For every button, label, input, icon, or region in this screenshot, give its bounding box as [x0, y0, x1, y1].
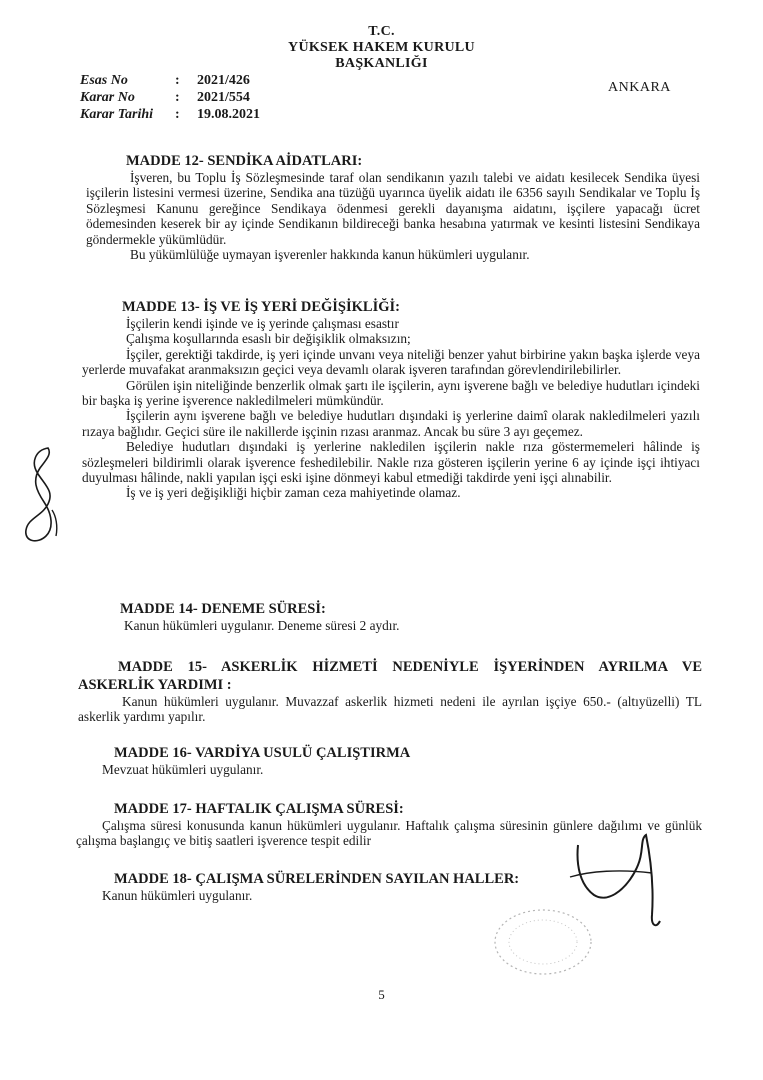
article-13-para-7: İş ve iş yeri değişikliği hiçbir zaman ceza mahiyetinde olamaz. — [126, 485, 461, 501]
article-15-para-1: Kanun hükümleri uygulanır. Muvazzaf askerlik hizmeti nedeni ile ayrılan işçiye 650.- (altıyüzelli) TL askerlik yardımı yapılır. — [78, 694, 702, 725]
article-13-para-1: İşçilerin kendi işinde ve iş yerinde çalışması esastır — [126, 316, 399, 331]
article-15-title: MADDE 15- ASKERLİK HİZMETİ NEDENİYLE İŞYERİNDEN AYRILMA VE ASKERLİK YARDIMI : — [78, 659, 702, 693]
article-17-title: MADDE 17- HAFTALIK ÇALIŞMA SÜRESİ: — [114, 801, 404, 817]
article-14-title: MADDE 14- DENEME SÜRESİ: — [120, 601, 326, 617]
article-12-para-2: Bu yükümlülüğe uymayan işverenler hakkında kanun hükümleri uygulanır. — [130, 247, 530, 263]
article-12-para-1: İşveren, bu Toplu İş Sözleşmesinde taraf olan sendikanın yazılı talebi ve aidatı kesilecek Sendika üyesi işçilerin listesini vermesi üzerine, Sendika ana tüzüğü uyarınca üyelik aidatı ile 6356 sayılı Sendikalar ve Toplu İş Sözleşmesi Kanunu gereğince Sendikaya ödenmesi gerekli dayanışma aidatını, işçilere yapacağı ücret ödemesinden keserek bir ay içinde Sendikanın bildireceği banka hesabına yatırmak ve kesinti listesini Sendikaya göndermekle yükümlüdür. — [86, 170, 700, 247]
header-tc: T.C. — [368, 24, 395, 39]
esas-value: 2021/426 — [197, 73, 250, 88]
article-13-para-6: Belediye hudutları dışındaki iş yerlerine nakledilen işçilerin nakle rıza göstermemeleri hâlinde iş sözleşmeleri bildirimli olarak işverence feshedilebilir. Nakle rıza gösteren işçilerin yerine 6 ay içinde işçi ihtiyacı duyulması hâlinde, nakli yapılan işçi eski işine dönmeyi kabul etmediği takdirde yeni işçi alınabilir. — [82, 439, 700, 486]
article-13-para-5: İşçilerin aynı işverene bağlı ve belediye hudutları dışındaki iş yerlerine daimî olarak nakledilmeleri yazılı rızaya bağlıdır. Geçici süre ile nakillerde işçinin rızası aranmaz. Ancak bu süre 3 ayı geçemez. — [82, 408, 700, 439]
handwritten-initial-mark — [18, 440, 66, 550]
esas-label: Esas No — [80, 73, 128, 88]
header-presidency: BAŞKANLIĞI — [335, 56, 428, 71]
article-14-para-1: Kanun hükümleri uygulanır. Deneme süresi 2 aydır. — [124, 618, 400, 633]
tarih-row — [80, 106, 260, 123]
article-13-title: MADDE 13- İŞ VE İŞ YERİ DEĞİŞİKLİĞİ: — [122, 299, 400, 315]
header-institution: YÜKSEK HAKEM KURULU — [288, 40, 475, 55]
esas-row — [80, 72, 260, 89]
city: ANKARA — [608, 80, 671, 95]
article-12-title: MADDE 12- SENDİKA AİDATLARI: — [126, 153, 363, 169]
article-13-para-2: Çalışma koşullarında esaslı bir değişiklik olmaksızın; — [126, 331, 411, 347]
page-number: 5 — [378, 987, 385, 1002]
karar-label: Karar No — [80, 90, 135, 105]
tarih-value: 19.08.2021 — [197, 107, 260, 122]
article-13 — [82, 298, 700, 501]
article-15 — [78, 658, 702, 725]
karar-row — [80, 89, 260, 106]
article-16 — [76, 744, 702, 777]
article-16-para-1: Mevzuat hükümleri uygulanır. — [102, 762, 264, 777]
stamp-mark — [488, 900, 598, 980]
article-17-para-1: Çalışma süresi konusunda kanun hükümleri uygulanır. Haftalık çalışma süresinin günlere dağılımı ve günlük çalışma başlangıç ve bitiş saatleri işverence tespit edilir — [76, 818, 702, 849]
article-13-para-3: İşçiler, gerektiği takdirde, iş yeri içinde unvanı veya niteliği benzer yahut birbirine yakın başka işlerde veya yerlerde muvafakat aranmaksızın geçici veya devamlı olarak işveren tarafından görevlendirilebilirler. — [82, 346, 700, 378]
case-meta — [80, 72, 260, 123]
colon: : — [175, 107, 180, 122]
article-18-title: MADDE 18- ÇALIŞMA SÜRELERİNDEN SAYILAN HALLER: — [114, 871, 520, 887]
tarih-label: Karar Tarihi — [80, 107, 154, 122]
article-18-para-1: Kanun hükümleri uygulanır. — [102, 888, 253, 903]
article-12 — [86, 152, 700, 262]
karar-value: 2021/554 — [197, 90, 250, 105]
colon: : — [175, 73, 180, 88]
colon: : — [175, 90, 180, 105]
article-13-para-4: Görülen işin niteliğinde benzerlik olmak şartı ile işçilerin, aynı işverene bağlı ve belediye hudutları içindeki bir başka iş yerine işverence nakledilmeleri mümkündür. — [82, 377, 700, 409]
article-14 — [80, 600, 700, 633]
article-16-title: MADDE 16- VARDİYA USULÜ ÇALIŞTIRMA — [114, 745, 411, 761]
